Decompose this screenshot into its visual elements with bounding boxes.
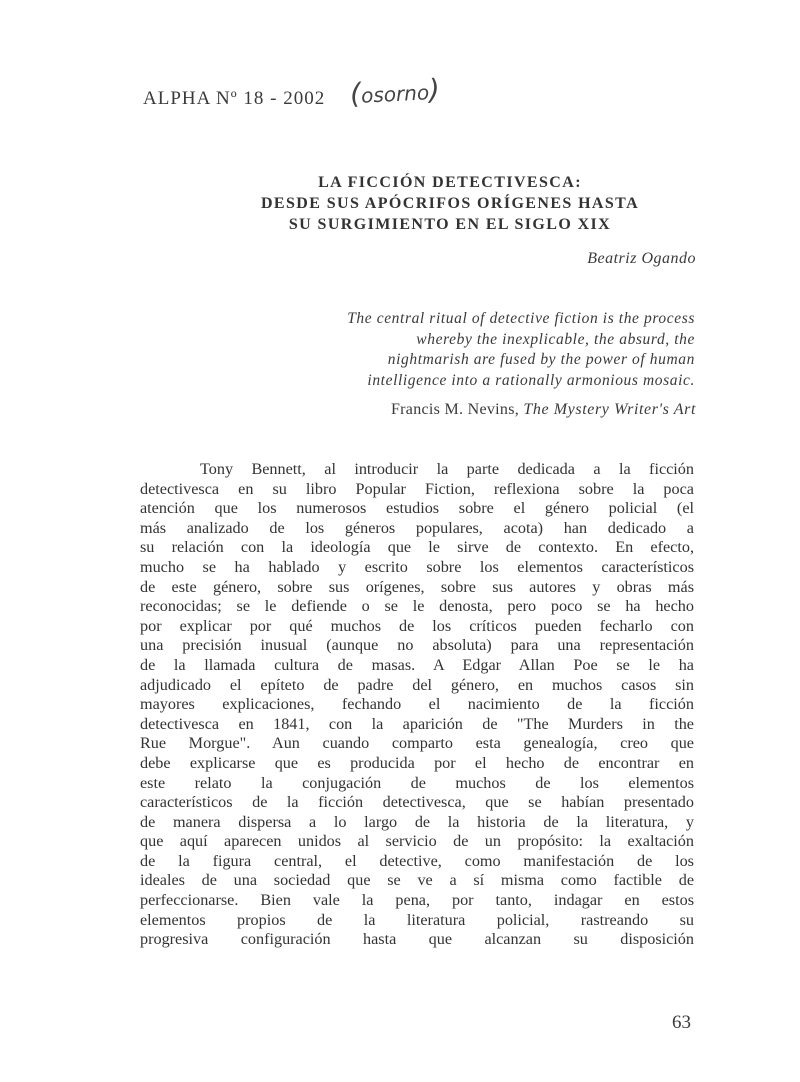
body-line: perfeccionarse. Bien vale la pena, por tanto, indagar en estos bbox=[140, 891, 694, 910]
body-line: reconocidas; se le defiende o se le denosta, pero poco se ha hecho bbox=[140, 597, 694, 616]
body-line: una precisión inusual (aunque no absoluta) para una representación bbox=[140, 636, 694, 655]
body-line: mayores explicaciones, fechando el nacimiento de la ficción bbox=[140, 695, 694, 714]
body-line: este relato la conjugación de muchos de los elementos bbox=[140, 773, 694, 792]
journal-header: ALPHA Nº 18 - 2002 bbox=[143, 88, 326, 109]
title-line: SU SURGIMIENTO EN EL SIGLO XIX bbox=[288, 216, 612, 233]
title-line: DESDE SUS APÓCRIFOS ORÍGENES HASTA bbox=[260, 195, 640, 212]
epigraph-source-author: Francis M. Nevins, bbox=[390, 401, 520, 418]
body-line: Rue Morgue". Aun cuando comparto esta genealogía, creo que bbox=[140, 734, 694, 753]
epigraph-line: The central ritual of detective fiction is the process bbox=[347, 310, 695, 327]
body-line: que aquí aparecen unidos al servicio de un propósito: la exaltación bbox=[140, 832, 694, 851]
body-line: detectivesca en 1841, con la aparición de "The Murders in the bbox=[140, 714, 694, 733]
body-line: adjudicado el epíteto de padre del género, en muchos casos sin bbox=[140, 675, 694, 694]
epigraph-source-title: The Mystery Writer's Art bbox=[523, 401, 696, 418]
body-line: progresiva configuración hasta que alcanzan su disposición bbox=[140, 930, 694, 949]
body-line: ideales de una sociedad que se ve a sí misma como factible de bbox=[140, 871, 694, 890]
body-line: de manera dispersa a lo largo de la historia de la literatura, y bbox=[140, 812, 694, 831]
page-number: 63 bbox=[672, 1012, 691, 1033]
handwritten-note-text: osorno bbox=[360, 80, 430, 108]
body-line: detectivesca en su libro Popular Fiction, reflexiona sobre la poca bbox=[140, 479, 694, 498]
title-line: LA FICCIÓN DETECTIVESCA: bbox=[318, 174, 582, 191]
epigraph-line: whereby the inexplicable, the absurd, the bbox=[416, 330, 695, 348]
body-line: elementos propios de la literatura policial, rastreando su bbox=[140, 910, 694, 929]
epigraph-line: nightmarish are fused by the power of human bbox=[387, 351, 695, 368]
body-line: de este género, sobre sus orígenes, sobre sus autores y obras más bbox=[140, 577, 694, 596]
body-line: por explicar por qué muchos de los críticos pueden fecharlo con bbox=[140, 616, 694, 635]
epigraph bbox=[240, 309, 695, 391]
body-line: de la figura central, el detective, como manifestación de los bbox=[140, 851, 694, 870]
body-line: característicos de la ficción detectivesca, que se habían presentado bbox=[140, 793, 694, 812]
article-author: Beatriz Ogando bbox=[587, 250, 696, 267]
body-paragraph bbox=[140, 460, 694, 950]
epigraph-source bbox=[391, 401, 696, 419]
close-paren: ) bbox=[428, 72, 441, 107]
body-line: atención que los numerosos estudios sobre el género policial (el bbox=[140, 499, 694, 518]
body-line: Tony Bennett, al introducir la parte dedicada a la ficción bbox=[200, 460, 694, 478]
body-line: debe explicarse que es producida por el hecho de encontrar en bbox=[140, 753, 694, 772]
handwritten-annotation bbox=[349, 73, 441, 111]
body-line: más analizado de los géneros populares, acota) han dedicado a bbox=[140, 518, 694, 537]
article-title bbox=[200, 172, 700, 235]
epigraph-line: intelligence into a rationally armonious mosaic. bbox=[367, 371, 695, 389]
body-line: mucho se ha hablado y escrito sobre los elementos característicos bbox=[140, 557, 694, 576]
body-line: su relación con la ideología que le sirve de contexto. En efecto, bbox=[140, 538, 694, 557]
open-paren: ( bbox=[349, 76, 362, 111]
body-line: de la llamada cultura de masas. A Edgar Allan Poe se le ha bbox=[140, 655, 694, 674]
